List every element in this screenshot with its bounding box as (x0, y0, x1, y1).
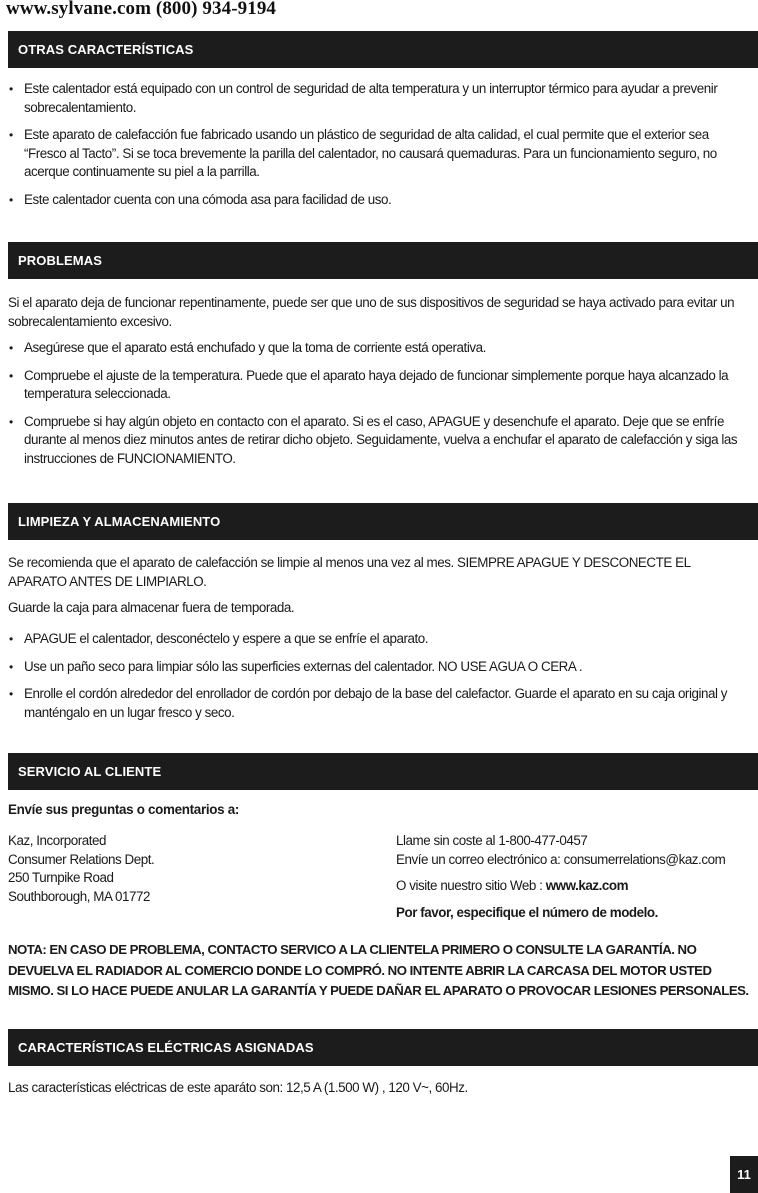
website-label: O visite nuestro sitio Web : (396, 878, 543, 893)
list-item: • Compruebe el ajuste de la temperatura. Puede que el aparato haya dejado de funcionar simplemente porque haya alcanzado la temperatura seleccionada. (8, 367, 753, 404)
section-header-electricas: CARACTERÍSTICAS ELÉCTRICAS ASIGNADAS (8, 1029, 758, 1066)
website-line (396, 877, 725, 896)
section-header-limpieza: LIMPIEZA Y ALMACENAMIENTO (8, 503, 758, 540)
address-line: Consumer Relations Dept. (8, 851, 155, 867)
page-number: 11 (730, 1156, 758, 1193)
warning-note: NOTA: EN CASO DE PROBLEMA, CONTACTO SERVICO A LA CLIENTELA PRIMERO O CONSULTE LA GARANTÍA. NO DEVUELVA EL RADIADOR AL COMERCIO DONDE LO COMPRÓ. NO INTENTE ABRIR LA CARCASA DEL MOTOR USTED MISMO. SI LO HACE PUEDE ANULAR LA GARANTÍA Y PUEDE DAÑAR EL APARATO O PROVOCAR LESIONES PERSONALES. (8, 942, 749, 998)
site-header: www.sylvane.com (800) 934-9194 (6, 0, 277, 19)
website-link[interactable]: www.kaz.com (545, 878, 629, 893)
problemas-bullet-list (8, 339, 753, 468)
list-item: • Este calentador está equipado con un control de seguridad de alta temperatura y un interruptor térmico para ayudar a prevenir sobrecalentamiento. (8, 80, 753, 117)
problemas-content (8, 294, 753, 477)
list-item: • APAGUE el calentador, desconéctelo y espere a que se enfríe el aparato. (8, 630, 753, 649)
list-item: • Enrolle el cordón alrededor del enrollador de cordón por debajo de la base del calefactor. Guarde el aparato en su caja original y manténgalo en un lugar fresco y seco. (8, 685, 753, 722)
section-header-problemas: PROBLEMAS (8, 242, 758, 279)
list-item: • Este calentador cuenta con una cómoda asa para facilidad de uso. (8, 191, 753, 210)
section-header-servicio: SERVICIO AL CLIENTE (8, 753, 758, 790)
otras-bullet-list (8, 80, 753, 209)
limpieza-intro: Se recomienda que el aparato de calefacción se limpie al menos una vez al mes. SIEMPRE APAGUE Y DESCONECTE EL APARATO ANTES DE LIMPIARLO. (8, 555, 691, 589)
address-line: Southborough, MA 01772 (8, 888, 150, 904)
limpieza-bullet-list (8, 630, 753, 722)
limpieza-list-wrap (8, 630, 753, 731)
list-item: • Asegúrese que el aparato está enchufado y que la toma de corriente está operativa. (8, 339, 753, 358)
phone-line: Llame sin coste al 1-800-477-0457 (396, 833, 588, 848)
list-item: • Use un paño seco para limpiar sólo las superficies externas del calentador. NO USE AGUA O CERA . (8, 658, 753, 677)
list-item: • Este aparato de calefacción fue fabricado usando un plástico de seguridad de alta calidad, el cual permite que el exterior sea “Fresco al Tacto”. Si se toca brevemente la parilla del calentador, no causará quemaduras. Para un funcionamiento seguro, no acerque continuamente su piel a la parrilla. (8, 126, 753, 182)
limpieza-content (8, 554, 723, 626)
address-line: Kaz, Incorporated (8, 833, 107, 848)
contact-details (396, 832, 725, 922)
email-line: Envíe un correo electrónico a: consumerrelations@kaz.com (396, 851, 726, 867)
contact-heading: Envíe sus preguntas o comentarios a: (8, 802, 240, 817)
limpieza-storage-note: Guarde la caja para almacenar fuera de temporada. (8, 600, 295, 615)
model-note: Por favor, especifique el número de modelo. (396, 904, 658, 920)
mailing-address (8, 832, 154, 906)
list-item: • Compruebe si hay algún objeto en contacto con el aparato. Si es el caso, APAGUE y desenchufe el aparato. Deje que se enfríe durante al menos diez minutos antes de retirar dicho objeto. Seguidamente, vuelva a enchufar el aparato de calefacción y siga las instrucciones de FUNCIONAMIENTO. (8, 413, 753, 469)
electrical-specs: Las características eléctricas de este aparáto son: 12,5 A (1.500 W) , 120 V~, 60Hz. (8, 1080, 468, 1095)
problemas-intro: Si el aparato deja de funcionar repentinamente, puede ser que uno de sus dispositivos de seguridad se haya activado para evitar un sobrecalentamiento excesivo. (8, 295, 735, 329)
otras-content (8, 80, 753, 218)
section-header-otras: OTRAS CARACTERÍSTICAS (8, 31, 758, 68)
address-line: 250 Turnpike Road (8, 870, 114, 885)
